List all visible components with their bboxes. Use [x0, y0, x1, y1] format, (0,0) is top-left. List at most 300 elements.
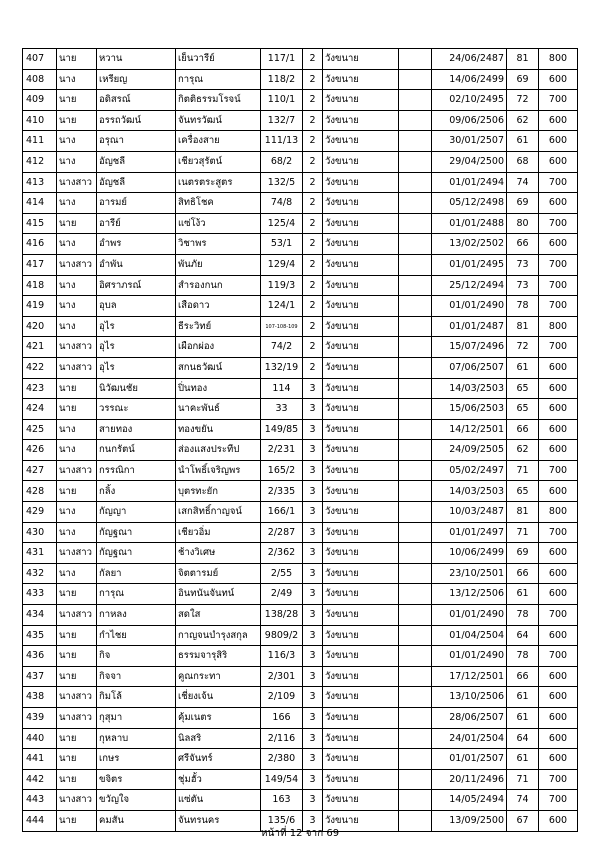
row-number: 435 — [23, 625, 57, 646]
row-number: 439 — [23, 708, 57, 729]
row-first-name: อารีย์ — [97, 213, 176, 234]
row-house-number: 135/6 — [261, 810, 303, 831]
row-tambon: วังขนาย — [323, 687, 399, 708]
row-house-number: 2/380 — [261, 749, 303, 770]
row-first-name: อำพร — [97, 234, 176, 255]
row-number: 434 — [23, 605, 57, 626]
row-number: 438 — [23, 687, 57, 708]
row-age: 66 — [507, 234, 539, 255]
row-tambon: วังขนาย — [323, 419, 399, 440]
row-title: นาย — [57, 49, 97, 70]
row-moo: 3 — [303, 378, 323, 399]
row-moo: 3 — [303, 810, 323, 831]
table-row — [23, 151, 578, 172]
row-birth-date: 15/07/2496 — [432, 337, 507, 358]
row-title: นาง — [57, 522, 97, 543]
row-birth-date: 01/01/2507 — [432, 749, 507, 770]
row-title: นางสาว — [57, 337, 97, 358]
row-number: 428 — [23, 481, 57, 502]
row-title: นาย — [57, 584, 97, 605]
row-tambon: วังขนาย — [323, 316, 399, 337]
row-tambon: วังขนาย — [323, 563, 399, 584]
row-birth-date: 24/06/2487 — [432, 49, 507, 70]
row-last-name: ศรีจันทร์ — [176, 749, 261, 770]
row-birth-date: 28/06/2507 — [432, 708, 507, 729]
row-number: 429 — [23, 502, 57, 523]
table-row — [23, 522, 578, 543]
table-row — [23, 605, 578, 626]
row-last-name: แซ่ตัน — [176, 790, 261, 811]
row-house-number: 166 — [261, 708, 303, 729]
row-moo: 3 — [303, 584, 323, 605]
row-age: 73 — [507, 254, 539, 275]
row-last-name: คุ้มเนตร — [176, 708, 261, 729]
row-moo: 3 — [303, 522, 323, 543]
row-number: 423 — [23, 378, 57, 399]
row-number: 433 — [23, 584, 57, 605]
row-moo: 2 — [303, 172, 323, 193]
row-last-name: เชียวสุรัตน์ — [176, 151, 261, 172]
row-birth-date: 01/04/2504 — [432, 625, 507, 646]
row-last-name: กาญจนบำรุงสกุล — [176, 625, 261, 646]
row-birth-date: 14/06/2499 — [432, 69, 507, 90]
row-house-number: 2/55 — [261, 563, 303, 584]
row-first-name: อารมย์ — [97, 193, 176, 214]
row-blank — [399, 337, 432, 358]
row-first-name: อดิสรณ์ — [97, 90, 176, 111]
row-moo: 2 — [303, 316, 323, 337]
row-number: 415 — [23, 213, 57, 234]
row-house-number: 119/3 — [261, 275, 303, 296]
table-row — [23, 131, 578, 152]
row-house-number: 117/1 — [261, 49, 303, 70]
row-age: 69 — [507, 543, 539, 564]
row-number: 442 — [23, 769, 57, 790]
row-last-name: การุณ — [176, 69, 261, 90]
table-row — [23, 254, 578, 275]
row-first-name: คมสัน — [97, 810, 176, 831]
row-blank — [399, 234, 432, 255]
row-title: นาง — [57, 193, 97, 214]
row-last-name: ธีระวิทย์ — [176, 316, 261, 337]
row-birth-date: 01/01/2497 — [432, 522, 507, 543]
row-birth-date: 23/10/2501 — [432, 563, 507, 584]
row-house-number: 2/301 — [261, 666, 303, 687]
table-row — [23, 234, 578, 255]
row-title: นาย — [57, 666, 97, 687]
row-last-name: ช้างวิเศษ — [176, 543, 261, 564]
row-first-name: อิศราภรณ์ — [97, 275, 176, 296]
row-number: 432 — [23, 563, 57, 584]
row-house-number: 114 — [261, 378, 303, 399]
row-last-name: กิตติธรรมโรจน์ — [176, 90, 261, 111]
row-number: 408 — [23, 69, 57, 90]
row-moo: 2 — [303, 296, 323, 317]
row-amount: 600 — [539, 151, 578, 172]
row-age: 74 — [507, 790, 539, 811]
table-row — [23, 419, 578, 440]
row-first-name: เหรียญ — [97, 69, 176, 90]
row-blank — [399, 666, 432, 687]
row-last-name: นาคะพันธ์ — [176, 399, 261, 420]
row-blank — [399, 49, 432, 70]
row-tambon: วังขนาย — [323, 357, 399, 378]
row-blank — [399, 151, 432, 172]
row-age: 78 — [507, 605, 539, 626]
row-first-name: อำพัน — [97, 254, 176, 275]
table-row — [23, 49, 578, 70]
row-number: 418 — [23, 275, 57, 296]
row-blank — [399, 605, 432, 626]
row-age: 65 — [507, 378, 539, 399]
row-birth-date: 24/09/2505 — [432, 440, 507, 461]
row-title: นางสาว — [57, 543, 97, 564]
row-house-number: 2/362 — [261, 543, 303, 564]
table-row — [23, 646, 578, 667]
row-number: 437 — [23, 666, 57, 687]
row-house-number: 149/85 — [261, 419, 303, 440]
row-moo: 2 — [303, 90, 323, 111]
row-amount: 600 — [539, 440, 578, 461]
row-number: 410 — [23, 110, 57, 131]
row-first-name: ขวัญใจ — [97, 790, 176, 811]
row-age: 69 — [507, 69, 539, 90]
table-row — [23, 666, 578, 687]
row-tambon: วังขนาย — [323, 90, 399, 111]
row-tambon: วังขนาย — [323, 543, 399, 564]
row-moo: 3 — [303, 728, 323, 749]
row-amount: 700 — [539, 646, 578, 667]
row-age: 62 — [507, 110, 539, 131]
row-number: 424 — [23, 399, 57, 420]
row-birth-date: 01/01/2490 — [432, 605, 507, 626]
row-last-name: เนตรตระสูตร — [176, 172, 261, 193]
table-row — [23, 110, 578, 131]
row-tambon: วังขนาย — [323, 810, 399, 831]
table-row — [23, 749, 578, 770]
table-row — [23, 728, 578, 749]
row-birth-date: 14/12/2501 — [432, 419, 507, 440]
row-title: นาง — [57, 151, 97, 172]
row-number: 417 — [23, 254, 57, 275]
row-tambon: วังขนาย — [323, 254, 399, 275]
row-blank — [399, 646, 432, 667]
row-title: นาย — [57, 769, 97, 790]
row-last-name: สกนธวัฒน์ — [176, 357, 261, 378]
row-tambon: วังขนาย — [323, 275, 399, 296]
row-first-name: วรรณะ — [97, 399, 176, 420]
row-number: 444 — [23, 810, 57, 831]
table-row — [23, 440, 578, 461]
row-number: 431 — [23, 543, 57, 564]
row-tambon: วังขนาย — [323, 666, 399, 687]
row-blank — [399, 110, 432, 131]
row-house-number: 33 — [261, 399, 303, 420]
row-amount: 600 — [539, 419, 578, 440]
row-number: 422 — [23, 357, 57, 378]
table-row — [23, 172, 578, 193]
row-age: 68 — [507, 151, 539, 172]
row-title: นางสาว — [57, 357, 97, 378]
row-house-number — [261, 316, 303, 337]
row-age: 65 — [507, 399, 539, 420]
row-first-name: กิจ — [97, 646, 176, 667]
row-last-name: บุตรทะยัก — [176, 481, 261, 502]
row-amount: 600 — [539, 749, 578, 770]
row-birth-date: 01/01/2494 — [432, 172, 507, 193]
row-tambon: วังขนาย — [323, 213, 399, 234]
row-number: 441 — [23, 749, 57, 770]
row-birth-date: 14/05/2494 — [432, 790, 507, 811]
table-row — [23, 687, 578, 708]
row-number: 426 — [23, 440, 57, 461]
row-blank — [399, 543, 432, 564]
row-amount: 600 — [539, 687, 578, 708]
row-house-number: 132/5 — [261, 172, 303, 193]
row-blank — [399, 481, 432, 502]
row-number: 430 — [23, 522, 57, 543]
row-last-name: จันทรนคร — [176, 810, 261, 831]
row-birth-date: 30/01/2507 — [432, 131, 507, 152]
row-tambon: วังขนาย — [323, 460, 399, 481]
row-moo: 3 — [303, 563, 323, 584]
row-amount: 600 — [539, 357, 578, 378]
row-blank — [399, 90, 432, 111]
row-tambon: วังขนาย — [323, 337, 399, 358]
row-birth-date: 29/04/2500 — [432, 151, 507, 172]
table-row — [23, 399, 578, 420]
table-row — [23, 708, 578, 729]
row-house-number: 166/1 — [261, 502, 303, 523]
row-last-name: เสกสิทธิ์กาญจน์ — [176, 502, 261, 523]
row-number: 420 — [23, 316, 57, 337]
row-birth-date: 10/03/2487 — [432, 502, 507, 523]
row-birth-date: 01/01/2490 — [432, 296, 507, 317]
row-number: 411 — [23, 131, 57, 152]
row-first-name: อุบล — [97, 296, 176, 317]
row-house-number: 2/335 — [261, 481, 303, 502]
row-moo: 3 — [303, 646, 323, 667]
row-first-name: เกษร — [97, 749, 176, 770]
row-title: นาย — [57, 810, 97, 831]
row-age: 81 — [507, 502, 539, 523]
row-first-name: การุณ — [97, 584, 176, 605]
row-title: นาย — [57, 213, 97, 234]
row-last-name: ทองขยัน — [176, 419, 261, 440]
row-last-name: ปิ่นทอง — [176, 378, 261, 399]
row-number: 440 — [23, 728, 57, 749]
row-house-number: 2/49 — [261, 584, 303, 605]
row-moo: 3 — [303, 687, 323, 708]
row-first-name: นิวัฒนชัย — [97, 378, 176, 399]
row-moo: 2 — [303, 337, 323, 358]
row-tambon: วังขนาย — [323, 296, 399, 317]
row-amount: 600 — [539, 708, 578, 729]
row-moo: 3 — [303, 481, 323, 502]
row-age: 81 — [507, 49, 539, 70]
row-title: นาย — [57, 110, 97, 131]
row-last-name: เสือดาว — [176, 296, 261, 317]
row-title: นาง — [57, 563, 97, 584]
row-birth-date: 24/01/2504 — [432, 728, 507, 749]
row-first-name: กลิ้ง — [97, 481, 176, 502]
row-last-name: เผือกผ่อง — [176, 337, 261, 358]
row-number: 443 — [23, 790, 57, 811]
row-amount: 600 — [539, 728, 578, 749]
row-amount: 700 — [539, 90, 578, 111]
row-first-name: กาหลง — [97, 605, 176, 626]
row-number: 416 — [23, 234, 57, 255]
row-tambon: วังขนาย — [323, 584, 399, 605]
row-moo: 3 — [303, 769, 323, 790]
row-first-name: กัญฐณา — [97, 543, 176, 564]
row-age: 61 — [507, 749, 539, 770]
table-body — [23, 49, 578, 832]
row-age: 80 — [507, 213, 539, 234]
row-number: 419 — [23, 296, 57, 317]
row-age: 65 — [507, 481, 539, 502]
row-house-number: 74/8 — [261, 193, 303, 214]
row-last-name: เครื่องสาย — [176, 131, 261, 152]
page-footer: หน้าที่ 12 จาก 69 — [260, 828, 340, 839]
row-first-name: อุไร — [97, 337, 176, 358]
row-title: นาย — [57, 399, 97, 420]
row-amount: 700 — [539, 254, 578, 275]
row-moo: 3 — [303, 708, 323, 729]
row-number: 425 — [23, 419, 57, 440]
row-house-number: 9809/2 — [261, 625, 303, 646]
row-house-number: 110/1 — [261, 90, 303, 111]
row-title: นางสาว — [57, 708, 97, 729]
row-blank — [399, 296, 432, 317]
row-birth-date: 01/01/2495 — [432, 254, 507, 275]
row-house-number: 116/3 — [261, 646, 303, 667]
row-amount: 600 — [539, 625, 578, 646]
row-title: นาย — [57, 378, 97, 399]
row-last-name: พันภัย — [176, 254, 261, 275]
row-tambon: วังขนาย — [323, 234, 399, 255]
row-first-name: หวาน — [97, 49, 176, 70]
row-amount: 700 — [539, 172, 578, 193]
row-house-number: 132/19 — [261, 357, 303, 378]
table-row — [23, 481, 578, 502]
row-age: 72 — [507, 337, 539, 358]
row-tambon: วังขนาย — [323, 605, 399, 626]
row-last-name: นำโพธิ์เจริญพร — [176, 460, 261, 481]
row-house-number: 125/4 — [261, 213, 303, 234]
row-amount: 700 — [539, 522, 578, 543]
row-house-number: 138/28 — [261, 605, 303, 626]
row-moo: 3 — [303, 460, 323, 481]
row-house-number: 111/13 — [261, 131, 303, 152]
table-row — [23, 213, 578, 234]
row-blank — [399, 131, 432, 152]
table-row — [23, 769, 578, 790]
row-last-name: เชี่ยงเจ้น — [176, 687, 261, 708]
table-row — [23, 584, 578, 605]
row-blank — [399, 275, 432, 296]
row-age: 67 — [507, 810, 539, 831]
row-last-name: จิตตารมย์ — [176, 563, 261, 584]
row-birth-date: 01/01/2487 — [432, 316, 507, 337]
row-age: 64 — [507, 625, 539, 646]
row-blank — [399, 563, 432, 584]
row-house-number: 129/4 — [261, 254, 303, 275]
row-blank — [399, 502, 432, 523]
row-house-number: 163 — [261, 790, 303, 811]
row-blank — [399, 399, 432, 420]
row-blank — [399, 254, 432, 275]
row-first-name: กิมโล้ — [97, 687, 176, 708]
row-title: นาง — [57, 131, 97, 152]
row-age: 61 — [507, 708, 539, 729]
row-tambon: วังขนาย — [323, 502, 399, 523]
row-age: 66 — [507, 666, 539, 687]
row-title: นาย — [57, 646, 97, 667]
row-moo: 3 — [303, 605, 323, 626]
row-tambon: วังขนาย — [323, 625, 399, 646]
row-last-name: คูณกระทา — [176, 666, 261, 687]
row-house-number: 74/2 — [261, 337, 303, 358]
row-moo: 2 — [303, 69, 323, 90]
table-row — [23, 378, 578, 399]
row-amount: 600 — [539, 378, 578, 399]
row-title: นาง — [57, 502, 97, 523]
row-birth-date: 05/02/2497 — [432, 460, 507, 481]
row-moo: 3 — [303, 790, 323, 811]
row-amount: 700 — [539, 790, 578, 811]
row-number: 409 — [23, 90, 57, 111]
row-moo: 2 — [303, 193, 323, 214]
row-number: 413 — [23, 172, 57, 193]
row-amount: 700 — [539, 296, 578, 317]
row-tambon: วังขนาย — [323, 646, 399, 667]
row-number: 421 — [23, 337, 57, 358]
row-moo: 2 — [303, 275, 323, 296]
row-birth-date: 07/06/2507 — [432, 357, 507, 378]
row-number: 414 — [23, 193, 57, 214]
row-tambon: วังขนาย — [323, 749, 399, 770]
row-house-number: 2/287 — [261, 522, 303, 543]
row-amount: 600 — [539, 563, 578, 584]
row-first-name: กิจจา — [97, 666, 176, 687]
row-title: นาง — [57, 440, 97, 461]
table-row — [23, 790, 578, 811]
row-blank — [399, 749, 432, 770]
row-age: 62 — [507, 440, 539, 461]
row-tambon: วังขนาย — [323, 399, 399, 420]
row-amount: 600 — [539, 131, 578, 152]
row-age: 61 — [507, 584, 539, 605]
row-age: 66 — [507, 419, 539, 440]
row-last-name: ชุ่มฮั้ว — [176, 769, 261, 790]
row-age: 71 — [507, 522, 539, 543]
row-title: นางสาว — [57, 254, 97, 275]
row-title: นาง — [57, 234, 97, 255]
row-last-name: สำรองกนก — [176, 275, 261, 296]
row-number: 412 — [23, 151, 57, 172]
row-last-name: ธรรมจารุสิริ — [176, 646, 261, 667]
row-birth-date: 13/10/2506 — [432, 687, 507, 708]
row-moo: 3 — [303, 625, 323, 646]
table-row — [23, 337, 578, 358]
row-moo: 2 — [303, 254, 323, 275]
row-amount: 700 — [539, 337, 578, 358]
row-moo: 2 — [303, 213, 323, 234]
row-first-name: กำไชย — [97, 625, 176, 646]
row-first-name: อรรถวัฒน์ — [97, 110, 176, 131]
row-tambon: วังขนาย — [323, 49, 399, 70]
